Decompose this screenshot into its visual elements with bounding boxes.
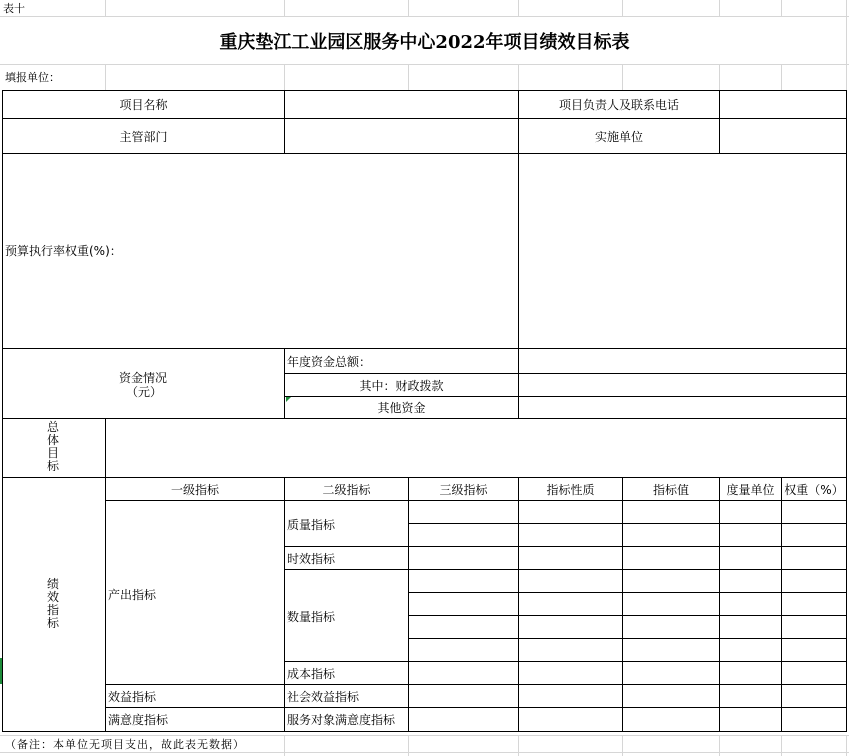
header-level3: 三级指标 (439, 482, 488, 497)
gridline (781, 735, 782, 756)
table-border (408, 477, 409, 732)
project-name-label: 项目名称 (119, 98, 168, 112)
table-border (846, 90, 847, 732)
table-border (719, 477, 720, 732)
gridline (408, 64, 409, 90)
gridline (622, 735, 623, 756)
table-border (105, 684, 847, 685)
annual-total-label: 年度资金总额： (287, 355, 372, 369)
fiscal-cell[interactable] (519, 374, 846, 396)
reporting-unit-label: 填报单位： (5, 71, 60, 84)
gridline (284, 0, 285, 17)
overall-goal-label: 总体目标 (46, 420, 59, 473)
gridline (781, 64, 782, 90)
project-owner-cell[interactable] (720, 91, 846, 118)
budget-weight-label: 预算执行率权重(%)： (5, 244, 122, 258)
other-funds-cell[interactable] (519, 397, 846, 418)
gridline (284, 735, 285, 756)
gridline (719, 0, 720, 17)
level2-social-benefit: 社会效益指标 (287, 690, 360, 704)
funding-label: 资金情况 (119, 371, 168, 385)
gridline (0, 752, 849, 753)
overall-goal-cell[interactable] (106, 419, 846, 477)
dept-label: 主管部门 (119, 129, 168, 144)
gridline (719, 64, 720, 90)
header-unit: 度量单位 (726, 482, 775, 497)
gridline (518, 64, 519, 90)
table-border (622, 477, 623, 732)
budget-weight-cell[interactable] (519, 154, 846, 348)
gridline (781, 0, 782, 17)
table-border (284, 661, 847, 662)
level2-service-satisfaction: 服务对象满意度指标 (287, 713, 396, 727)
header-weight: 权重（%） (784, 482, 844, 497)
gridline (0, 64, 849, 65)
table-border (2, 731, 847, 732)
project-owner-label: 项目负责人及联系电话 (558, 98, 679, 112)
dept-cell[interactable] (285, 119, 518, 153)
level2-quantity: 数量指标 (287, 610, 336, 624)
gridline (518, 0, 519, 17)
header-nature: 指标性质 (546, 482, 595, 497)
table-border (2, 90, 3, 732)
level1-satisfaction: 满意度指标 (108, 713, 169, 727)
table-border (284, 546, 847, 547)
impl-unit-cell[interactable] (720, 119, 846, 153)
header-value: 指标值 (652, 482, 689, 497)
other-funds-label: 其他资金 (377, 401, 426, 415)
gridline (0, 735, 849, 736)
gridline (846, 735, 847, 756)
gridline (105, 64, 106, 90)
funding-unit-label: （元） (126, 385, 163, 399)
page-title: 重庆垫江工业园区服务中心2022年项目绩效目标表 (219, 31, 630, 53)
gridline (284, 64, 285, 90)
project-name-cell[interactable] (285, 91, 518, 118)
gridline (719, 735, 720, 756)
gridline (105, 0, 106, 17)
level2-cost: 成本指标 (287, 667, 336, 681)
gridline (622, 0, 623, 17)
sheet-tag: 表十 (3, 2, 25, 15)
table-border (518, 477, 519, 732)
level1-output: 产出指标 (108, 588, 157, 602)
gridline (518, 735, 519, 756)
header-level1: 一级指标 (170, 482, 219, 497)
table-border (105, 707, 847, 708)
footer-note: （备注：本单位无项目支出，故此表无数据） (5, 738, 245, 751)
level2-quality: 质量指标 (287, 518, 336, 532)
table-border (781, 477, 782, 732)
table-border (284, 569, 847, 570)
perf-indicator-label: 绩效指标 (46, 577, 59, 630)
table-border (105, 500, 847, 501)
level1-benefit: 效益指标 (108, 690, 157, 704)
level2-timeliness: 时效指标 (287, 552, 336, 566)
impl-unit-label: 实施单位 (594, 129, 643, 144)
gridline (408, 0, 409, 17)
gridline (622, 64, 623, 90)
table-border (284, 477, 285, 732)
fiscal-label: 其中：财政拨款 (359, 378, 444, 393)
gridline (408, 735, 409, 756)
annual-total-cell[interactable] (519, 349, 846, 373)
selection-edge (0, 658, 2, 684)
header-level2: 二级指标 (322, 482, 371, 497)
